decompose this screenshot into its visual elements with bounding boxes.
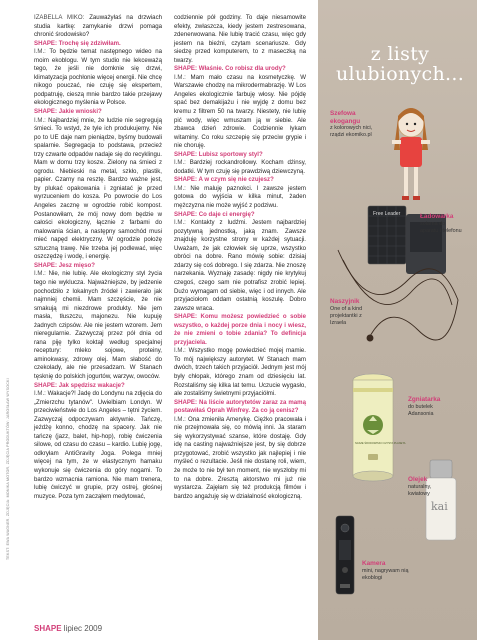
question: SHAPE:	[174, 150, 198, 158]
article-column-2	[174, 14, 306, 501]
paragraph	[174, 65, 306, 74]
question-text: Lubisz sportowy styl?	[197, 150, 263, 158]
answer-text: Najbardziej mnie, że ludzie nie segregują śmieci. To wstyd, że tyle ich produkujemy. Nie po to UE daje nam pieniądze, byśmy budowali spalarnie. Segregacja to podstawa, przecież trzy czwarte odpadów nadaje się do recyklingu. Mam w domu trzy kosze. Zielony na śmieci z ogrodu. Niebieski na metal, szkło, plastik, papier. Czarny na resztę. Bardzo ważne jest, by plukać opakowania i zgniatać je przed wyrzuceniem do kosza. Po powrocie do Los Angeles zacznę w ogrodzie robić kompost. Postanowiłam, że mój nowy dom będzie w całości ekologiczny, łącznie z farbami do malowania ścian, a następny samochód musi mieć napęd elektryczny. W ogrodzie położę sztuczną trawę. Nie trzeba jej podlewać, więc oszczędzę i wodę, i energię.	[34, 116, 162, 261]
paragraph	[174, 14, 306, 65]
paragraph	[174, 399, 306, 416]
answer-text: To będzie temat następnego wideo na moim ekoblogu. W tym studio nie lekceważą tego, że jeśli nie domknie się drzwi, klimatyzacja pochłonie więcej energii. Nie chcę nikogo pouczać, nie czuję się ekspertem, podpatruję, cieszą mnie bardzo takie przejawy ekologicznego myślenia w Polsce.	[34, 48, 162, 107]
answer-text: Kontakty z ludźmi. Jestem najbardziej pozytywną jednostką, jaką znam. Zawsze znajduję korzystne strony w każdej sytuacji. Uważam, że jak człowiek się uprze, wszystko obróci na dobre. Rano mówię sobie: dzisiaj zdarzy się coś dobrego. I się zdarza. Nie znoszę narzekania. Wyznaję zasadę: nigdy nie krytykuj czegoś, czego sam nie potrafisz zrobić lepiej. Dużo wymagam od siebie, więc i od innych. Ale przyjaciołom oddam ostatnią koszulę. Dobro zawsze wraca.	[174, 219, 306, 312]
question: SHAPE:	[174, 65, 198, 73]
article-column-1	[34, 14, 162, 501]
speaker-label: I.M.:	[34, 270, 46, 278]
paragraph	[34, 108, 162, 117]
paragraph	[34, 262, 162, 271]
speaker-label: I.M.:	[174, 219, 186, 227]
page-footer	[34, 624, 102, 633]
paragraph	[34, 390, 162, 501]
speaker-label: I.M.:	[34, 116, 46, 124]
oil-bottle-image	[426, 460, 456, 540]
answer-text: Nie maluję paznokci. I zawsze jestem gotowa do wyjścia w kilka minut, żaden mężczyzna nie może wyjść z podziwu.	[174, 184, 306, 210]
question: SHAPE:	[174, 313, 198, 321]
question: SHAPE:	[34, 381, 58, 389]
speaker-label: IZABELLA MIKO:	[34, 14, 85, 21]
paragraph	[174, 416, 306, 501]
question-text: Jakie wnioski?	[57, 108, 102, 116]
speaker-label: I.M.:	[34, 48, 46, 56]
answer-text: Nie, nie lubię. Ale ekologiczny styl życia tego nie wyklucza. Najważniejsze, by jedzenie pochodziło z lokalnych źródeł i zawierało jak najmniej chemii. Mam szczęście, że nie smakują mi niezdrowe produkty. Nie jem masła, tłuszczu, majonezu. Nie kupuję żadnych czipsów. Ale nie jestem wzorem. Jem nieregularnie. Zazwyczaj przez pół dnia od rana piję tylko koktajl według specjalnej receptury: mleko sojowe, proteiny, aminokwasy, zdrowy olej. Mam słabość do czekolady, ale nie przesadzam. W Stanach tęsknię do polskich jogurtów, warzyw, owoców.	[34, 270, 162, 380]
question: SHAPE:	[174, 398, 198, 406]
doll-image	[392, 108, 430, 200]
question: SHAPE:	[174, 210, 198, 218]
question-text: Właśnie. Co robisz dla urody?	[197, 65, 286, 73]
question-text: Trochę się zdziwiłam.	[57, 39, 121, 47]
paragraph	[174, 159, 306, 176]
favorite-item-necklace: Naszyjnik One of a kind projektantki z Izraela	[330, 298, 363, 326]
favorite-item-camera: Kamera mini, nagrywam nią ekoblogi	[362, 560, 409, 581]
oil-label: kai	[431, 500, 448, 513]
paragraph	[174, 151, 306, 160]
question-text: Na liście autorytetów zaraz za mamą postawiłaś Oprah Winfrey. Za co ją cenisz?	[174, 398, 306, 415]
sidebar-title: z listy ulubionych...	[335, 43, 465, 85]
question-text: Jak spędzisz wakacje?	[57, 381, 125, 389]
answer-text: codziennie pół godziny. To daje niesamowite efekty, zwłaszcza, kiedy jestem zestresowana, zdenerwowana. Nie lubię tracić czasu, więc gdy jestem na bieżni, czytam scenariusze. Gdy siedzę przed komputerem, to z maseczką na twarzy.	[174, 14, 306, 64]
camera-image	[336, 516, 354, 594]
question-text: Co daje ci energię?	[197, 210, 255, 218]
favorite-item-oil: Olejek naturalny, kwiatowy	[408, 476, 432, 497]
answer-text: Wakacje?! Jadę do Londynu na zdjęcia do „Zmierzchu tytanów". Uwielbiam Londyn. W przeciwieństwie do Los Angeles – tętni życiem. Zazwyczaj odpoczywam aktywnie. Tańczę, jeżdżę konno, chodzę na spacery. Jak nie tańczę (jazz, balet, hip-hop), robię ćwiczenia silowe, od czasu do czasu – kardio. Lubię jogę, odkryłam AntiGravity Joga. Polega mniej więcej na tym, że w elastycznym hamaku wykonuje się ćwiczenia do góry nogami. To bardzo wzmacnia ramiona. Nie mam trenera, lubię ćwiczyć w grupie, przy ostrej, głośnej muzyce. Poza tym zacząłem medytować,	[34, 390, 162, 500]
paragraph	[34, 382, 162, 391]
question-text: A w czym się nie czujesz?	[197, 176, 274, 184]
speaker-label: I.M.:	[174, 347, 186, 355]
question: SHAPE:	[34, 39, 58, 47]
speaker-label: I.M.:	[34, 390, 46, 398]
paragraph	[174, 176, 306, 185]
charger-label: Free Leader	[373, 211, 401, 217]
answer-text: Bardziej rockandrollowy. Kocham dżinsy, dodatki. W tym czuję się prawdziwą dziewczyną.	[174, 159, 306, 175]
answer-text: Ona zmieniła Amerykę. Ciężko pracowała i nie przejmowała się, co mówią inni. Ja staram się wykorzystywać szanse, które dostaję. Gdy idę na casting najważniejsze jest, by się dobrze przygotować, zrobić wszystko jak najlepiej i nie myśleć o rezultacie. Jeśli nie dostanę roli, wiem, że może to nie był ten moment, nie wyszłoby mi to na dobre. Zresztą aktorstwo mi już nie wystarcza. Zajęłam się też produkcją filmów i bardzo angażuję się w działalność ekologiczną.	[174, 415, 306, 500]
paragraph	[174, 185, 306, 211]
question: SHAPE:	[34, 261, 58, 269]
speaker-label: I.M.:	[174, 415, 186, 423]
speaker-label: I.M.:	[174, 73, 186, 81]
paragraph	[34, 48, 162, 108]
question-text: Komu możesz powiedzieć o sobie wszystko, o każdej porze dnia i nocy i wiesz, że nie zmieni o tobie zdania? To definicja przyjaciela.	[174, 313, 306, 346]
photo-credit: TEKST: EWA WAGNER, ZDJĘCIA: MONIKA MOTOR, ZDJĘCIA PRODUKTÓW: JAROSŁAW WYSOCKI	[6, 378, 10, 560]
answer-text: Zauważyłaś na drzwiach studia kartkę: zamykanie drzwi pomaga chronić środowisko?	[34, 14, 163, 39]
footer-brand: SHAPE	[34, 624, 62, 633]
answer-text: Wszystko mogę powiedzieć mojej mamie. To mój największy autorytet. W Stanach mam dwóch, trzech takich przyjaciół. Jednym jest mój były chłopak, którego znam od dziesięciu lat. Rozstaliśmy się kilka lat temu. Uczucie wygasło, ale zostaliśmy świetnymi przyjaciółmi.	[174, 347, 306, 398]
footer-issue: lipiec 2009	[63, 624, 103, 633]
speaker-label: I.M.:	[174, 159, 186, 167]
question: SHAPE:	[34, 108, 58, 116]
favorite-item-charger: Ładowarka solarna do aparatu i telefonu	[420, 213, 462, 234]
paragraph	[174, 211, 306, 220]
speaker-label: I.M.:	[174, 184, 186, 192]
paragraph	[174, 74, 306, 151]
paragraph	[34, 117, 162, 262]
paragraph	[174, 219, 306, 313]
bin-label: NASZE ŚRODOWISKO CZYSTA PLANETA	[355, 442, 406, 445]
question-text: Jesz mięso?	[57, 261, 95, 269]
answer-text: Mam mało czasu na kosmetyczkę. W Warszawie chodzę na mikrodermabrazję. W Los Angeles ekologicznie farbuję włosy. Nie pójdę spać bez demakijażu i nie wyjdę z domu bez kremu z filtrem 50 na twarzy. Niestety, nie lubię pić wody, więc wmuszam ją w siebie. Ale zbawca dzień zdrowie. Codziennie łykam witaminy. Co roku szczepię się przeciw grypie i nie choruję.	[174, 73, 306, 150]
question: SHAPE:	[174, 176, 198, 184]
favorite-item-doll: Szefowa ekogangu z kolorowych nici, rządzi ekomiko.pl	[330, 110, 373, 139]
paragraph	[34, 270, 162, 381]
paragraph	[174, 313, 306, 347]
paragraph	[174, 347, 306, 398]
favorite-item-crusher: Zgniatarka do butelek Adansonia	[408, 396, 441, 417]
paragraph	[34, 14, 162, 40]
bottle-crusher-image	[353, 374, 406, 481]
paragraph	[34, 40, 162, 49]
